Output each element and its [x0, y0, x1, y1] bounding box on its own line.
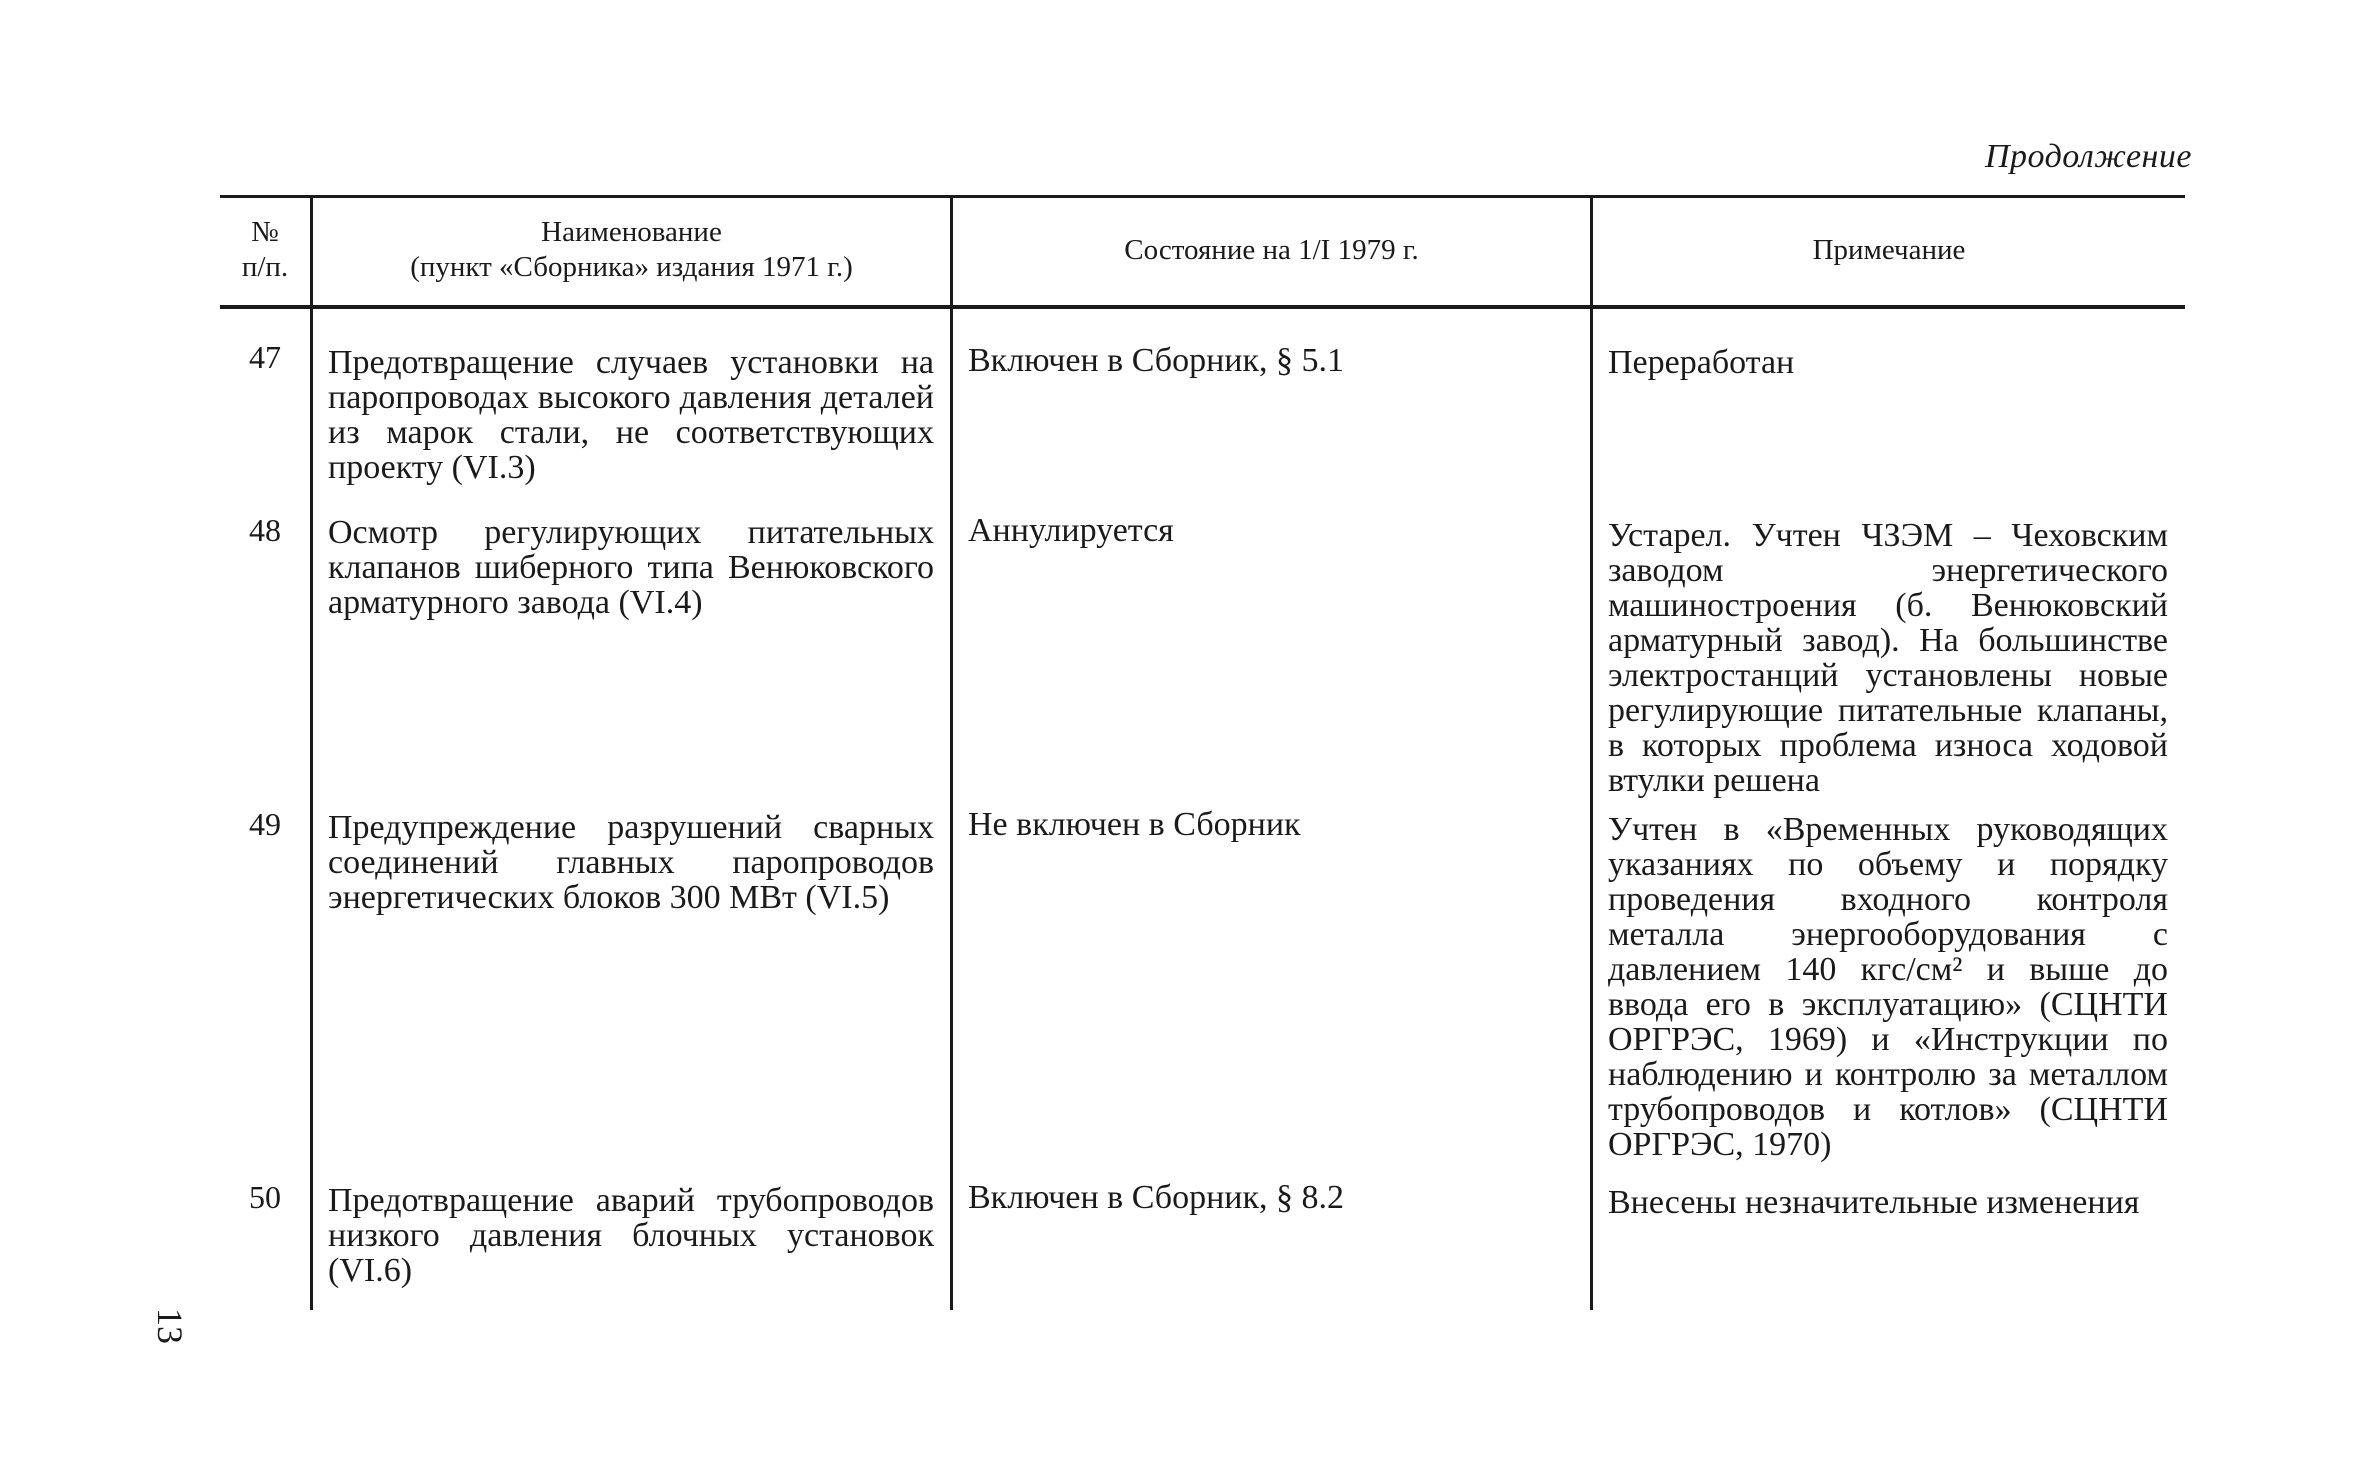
header-number-symbol: №	[251, 216, 279, 249]
column-divider-1	[310, 195, 313, 1310]
row-status: Не включен в Сборник	[968, 806, 1301, 843]
row-note: Внесены незначительные изменения	[1608, 1184, 2140, 1221]
header-bottom-rule	[220, 305, 2185, 309]
header-number	[220, 195, 310, 305]
row-name: Осмотр регулирующих питательных клапанов шиберного типа Венюковского арматурного завода (VI.4)	[328, 514, 934, 621]
status-table	[220, 195, 2185, 1310]
header-status	[953, 195, 1590, 305]
row-status: Включен в Сборник, § 5.1	[968, 342, 1345, 379]
row-name: Предупреждение разрушений сварных соединений главных паропроводов энергетических блоков 300 МВт (VI.5)	[328, 809, 934, 916]
header-status-label: Состояние на 1/I 1979 г.	[1124, 233, 1419, 266]
row-number: 50	[249, 1179, 281, 1215]
page-number: 13	[150, 1308, 190, 1344]
header-name	[313, 195, 950, 305]
continuation-label: Продолжение	[1984, 138, 2192, 175]
header-name-subtitle: (пункт «Сборника» издания 1971 г.)	[410, 251, 853, 283]
row-number: 49	[249, 806, 281, 842]
row-note: Устарел. Учтен ЧЗЭМ – Чеховским заводом энергетического машиностроения (б. Венюковский арматурный завод). На большинстве электростанций установлены новые регулирующие питательные клапаны, в которых проблема износа ходовой втулки решена	[1608, 517, 2168, 799]
column-divider-2	[950, 195, 953, 1310]
row-number: 48	[249, 512, 281, 548]
header-name-title: Наименование	[541, 216, 722, 249]
row-name: Предотвращение аварий трубопроводов низкого давления блочных установок (VI.6)	[328, 1182, 934, 1289]
column-divider-3	[1590, 195, 1593, 1310]
header-note-label: Примечание	[1812, 233, 1966, 266]
row-note: Переработан	[1608, 344, 1795, 381]
row-status: Аннулируется	[968, 512, 1174, 549]
header-note	[1593, 195, 2185, 305]
row-name: Предотвращение случаев установки на паропроводах высокого давления деталей из марок стали, не соответствующих проекту (VI.3)	[328, 344, 934, 486]
row-note: Учтен в «Временных руководящих указаниях по объему и порядку проведения входного контроля металла энергооборудования с давлением 140 кгс/см² и выше до ввода его в эксплуатацию» (СЦНТИ ОРГРЭС, 1969) и «Инструкции по наблюдению и контролю за металлом трубопроводов и котлов» (СЦНТИ ОРГРЭС, 1970)	[1608, 811, 2168, 1163]
header-number-abbr: п/п.	[241, 251, 289, 283]
row-number: 47	[249, 339, 281, 375]
row-status: Включен в Сборник, § 8.2	[968, 1179, 1345, 1216]
